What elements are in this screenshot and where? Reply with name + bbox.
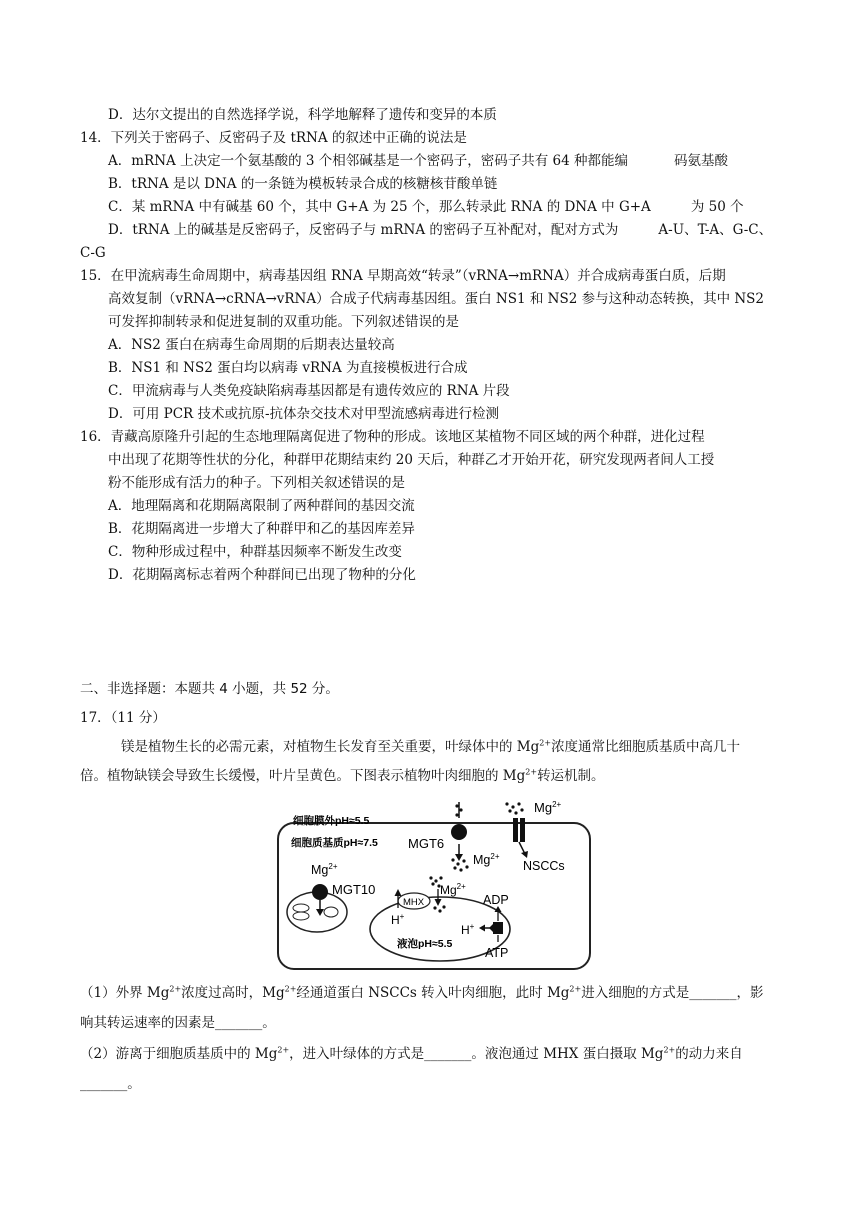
h-ion-label-right: H+	[461, 922, 475, 937]
q17-p2-b: ，进入叶绿体的方式是	[289, 1046, 425, 1062]
q17-intro-line-1	[121, 737, 740, 757]
q14-option-a	[108, 151, 728, 171]
mgt10-label: MGT10	[332, 882, 376, 897]
q17-p1-c: 经通道蛋白 NSCCs 转入叶肉细胞，此时 Mg	[296, 985, 570, 1001]
q17-header: 17．（11 分）	[80, 710, 166, 726]
q15-stem-line-2: 高效复制（vRNA→cRNA→vRNA）合成子代病毒基因组。蛋白 NS1 和 NS2 参与这种动态转换，其中 NS2	[108, 291, 765, 307]
q17-p2-answer-blank-2[interactable]: _______	[80, 1076, 128, 1092]
q14-option-d-wrap: C-G	[80, 245, 106, 261]
q14-option-a-text: A．mRNA 上决定一个氨基酸的 3 个相邻碱基是一个密码子，密码子共有 64 种都能编	[108, 153, 628, 169]
mg-ion-label-chloroplast: $Mg^{2+}$	[311, 862, 338, 877]
chloroplast-thylakoids	[293, 904, 338, 920]
vacuole-ph-label: 液泡pH≈5.5	[397, 938, 453, 950]
mg-ion-label-outside: $Mg^{2+}$	[534, 800, 562, 815]
q17-p1-a: （1）外界 Mg	[80, 985, 170, 1001]
q16-option-a: A．地理隔离和花期隔离限制了两种群间的基因交流	[108, 498, 415, 514]
q16-option-c: C．物种形成过程中，种群基因频率不断发生改变	[108, 544, 402, 560]
q17-p2-sup-1: 2+	[277, 1045, 290, 1055]
q17-p2-wrap: 。	[127, 1076, 141, 1092]
q17-p1-sup-3: 2+	[569, 984, 582, 994]
q14-option-d-tail: A-U、T-A、G-C、	[658, 222, 773, 238]
q17-p2-a: （2）游离于细胞质基质中的 Mg	[80, 1046, 278, 1062]
mg-dots-nsccs	[505, 802, 523, 814]
q17-p2-answer-blank-1[interactable]: _______	[424, 1046, 472, 1062]
atp-label: ATP	[485, 946, 509, 960]
proton-pump	[479, 922, 503, 934]
nsccs-label: NSCCs	[523, 859, 565, 873]
q17-p1-d: 进入细胞的方式是	[581, 985, 690, 1001]
mg-dots-inside-mgt6	[451, 858, 468, 871]
q17-intro-2a: 倍。植物缺镁会导致生长缓慢，叶片呈黄色。下图表示植物叶肉细胞的 Mg	[80, 768, 526, 784]
q14-option-a-tail: 码氨基酸	[674, 153, 728, 169]
q16-option-b: B．花期隔离进一步增大了种群甲和乙的基因库差异	[108, 521, 415, 537]
q17-part-1-line-2	[80, 1013, 276, 1033]
q17-intro-2b: 转运机制。	[537, 768, 605, 784]
mgt10-transporter	[312, 884, 328, 916]
q14-option-b: B．tRNA 是以 DNA 的一条链为模板转录合成的核糖核苷酸单链	[108, 176, 498, 192]
q15-option-c: C．甲流病毒与人类免疫缺陷病毒基因都是有遗传效应的 RNA 片段	[108, 383, 510, 399]
q17-p1-wrap-b: 。	[262, 1015, 276, 1031]
q17-part-2-line-2	[80, 1074, 141, 1094]
q17-intro-sup-1: 2+	[539, 738, 552, 748]
outside-ph-label: 细胞膜外pH≈5.5	[293, 815, 370, 827]
q17-intro-line-2	[80, 766, 605, 786]
q15-option-b: B．NS1 和 NS2 蛋白均以病毒 vRNA 为直接模板进行合成	[108, 360, 468, 376]
q15-option-d: D．可用 PCR 技术或抗原-抗体杂交技术对甲型流感病毒进行检测	[108, 406, 500, 422]
q17-intro-sup-2: 2+	[525, 767, 538, 777]
q14-option-d-text: D．tRNA 上的碱基是反密码子，反密码子与 mRNA 的密码子互补配对，配对方式为	[108, 222, 619, 238]
q17-p2-d: 的动力来自	[675, 1046, 743, 1062]
section-title: 二、非选择题：本题共 4 小题，共 52 分。	[80, 681, 339, 697]
q15-option-a: A．NS2 蛋白在病毒生命周期的后期表达量较高	[108, 337, 395, 353]
q14-stem: 14．下列关于密码子、反密码子及 tRNA 的叙述中正确的说法是	[80, 130, 467, 146]
q17-p1-sup-1: 2+	[169, 984, 182, 994]
q17-p1-wrap-a: 响其转运速率的因素是	[80, 1015, 215, 1031]
q16-option-d: D．花期隔离标志着两个种群间已出现了物种的分化	[108, 567, 416, 583]
q14-option-c-tail: 为 50 个	[690, 199, 744, 215]
mgt6-label: MGT6	[408, 836, 445, 851]
q17-p1-answer-blank-2[interactable]: _______	[215, 1015, 263, 1031]
q17-p1-answer-blank-1[interactable]: _______	[689, 985, 737, 1001]
q17-part-2-line-1	[80, 1044, 743, 1064]
q13-option-d: D．达尔文提出的自然选择学说，科学地解释了遗传和变异的本质	[108, 107, 497, 123]
q17-p2-sup-2: 2+	[663, 1045, 676, 1055]
q17-intro-1a: 镁是植物生长的必需元素，对植物生长发育至关重要，叶绿体中的 Mg	[121, 739, 540, 755]
q17-p1-b: 浓度过高时，Mg	[181, 985, 285, 1001]
mg-ion-label-cytosol: $Mg^{2+}$	[473, 852, 500, 867]
adp-label: ADP	[483, 893, 509, 907]
q17-p1-e: ，影	[736, 985, 764, 1001]
h-ion-label-left: H+	[391, 912, 405, 927]
q16-stem-line-3: 粉不能形成有活力的种子。下列相关叙述错误的是	[108, 475, 405, 491]
q14-option-c	[108, 197, 744, 217]
q17-intro-1b: 浓度通常比细胞质基质中高几十	[551, 739, 741, 755]
q15-stem-line-1: 15．在甲流病毒生命周期中，病毒基因组 RNA 早期高效“转录”（vRNA→mRNA）并合成病毒蛋白质，后期	[80, 268, 726, 284]
q17-p1-sup-2: 2+	[284, 984, 297, 994]
cytosol-ph-label: 细胞质基质pH≈7.5	[291, 837, 378, 849]
q17-p2-c: 。液泡通过 MHX 蛋白摄取 Mg	[471, 1046, 664, 1062]
q17-part-1-line-1	[80, 983, 763, 1003]
mhx-label: MHX	[403, 897, 425, 908]
mgt6-transporter	[451, 802, 467, 861]
q14-option-d	[108, 220, 772, 240]
mg-ion-label-vacuole: $Mg^{2+}$	[440, 882, 466, 897]
q16-stem-line-2: 中出现了花期等性状的分化，种群甲花期结束约 20 天后，种群乙才开始开花，研究发现两者间人工授	[108, 452, 715, 468]
q16-stem-line-1: 16．青藏高原隆升引起的生态地理隔离促进了物种的形成。该地区某植物不同区域的两个种群，进化过程	[80, 429, 705, 445]
q15-stem-line-3: 可发挥抑制转录和促进复制的双重功能。下列叙述错误的是	[108, 314, 459, 330]
q14-option-c-text: C．某 mRNA 中有碱基 60 个，其中 G+A 为 25 个，那么转录此 RNA 的 DNA 中 G+A	[108, 199, 651, 215]
mg-transport-diagram	[275, 798, 595, 974]
